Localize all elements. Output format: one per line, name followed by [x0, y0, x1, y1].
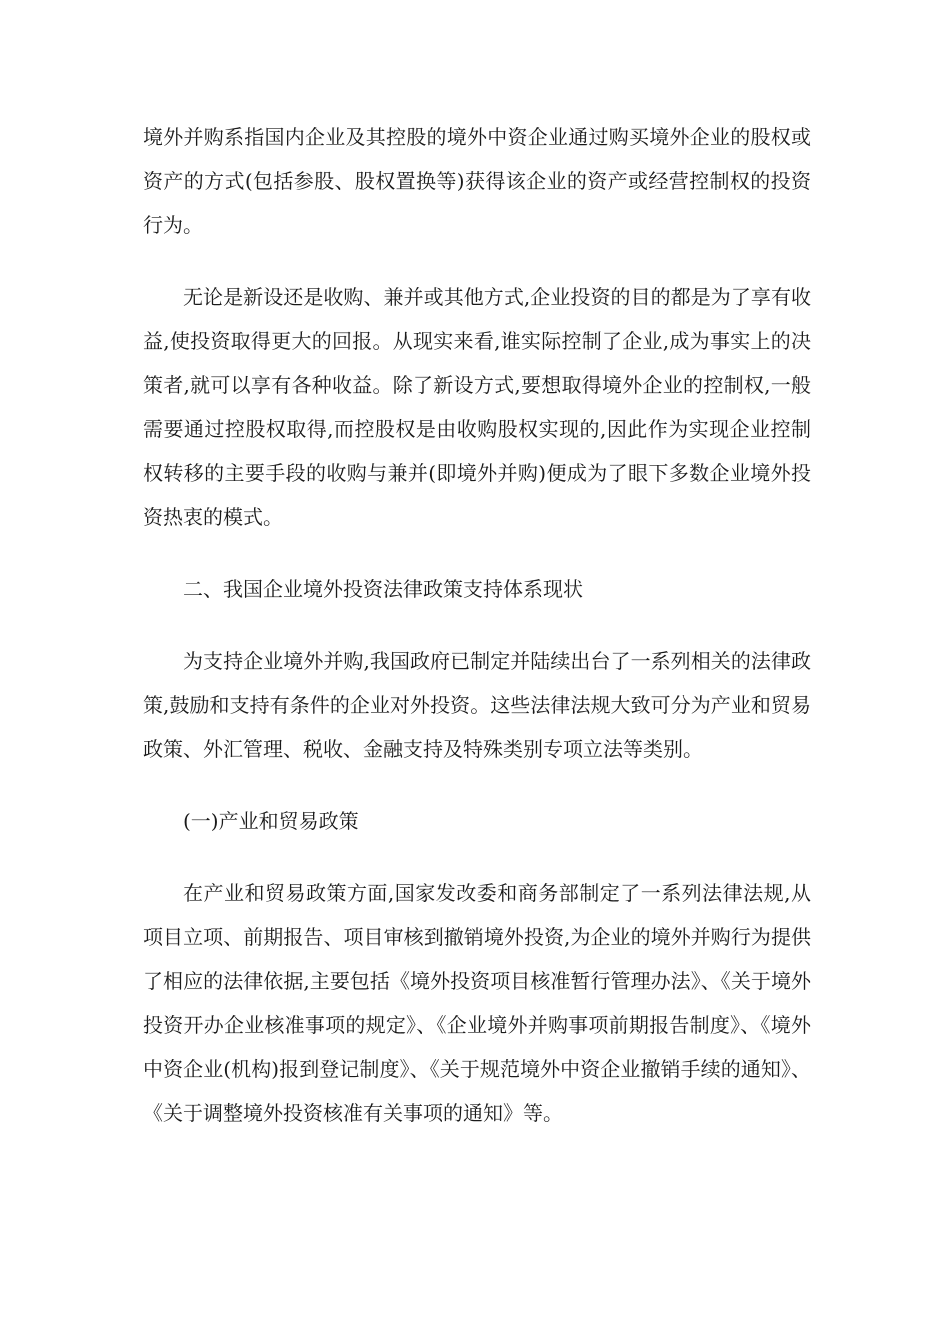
paragraph-industry-trade-policy: 在产业和贸易政策方面,国家发改委和商务部制定了一系列法律法规,从项目立项、前期报告、项目审核到撤销境外投资,为企业的境外并购行为提供了相应的法律依据,主要包括《境外投资项目核准暂行管理办法》、《关于境外投资开办企业核准事项的规定》、《企业境外并购事项前期报告制度》、《境外中资企业(机构)报到登记制度》、《关于规范境外中资企业撤销手续的通知》、《关于调整境外投资核准有关事项的通知》等。: [143, 881, 811, 1125]
paragraph-investment-purpose: 无论是新设还是收购、兼并或其他方式,企业投资的目的都是为了享有收益,使投资取得更大的回报。从现实来看,谁实际控制了企业,成为事实上的决策者,就可以享有各种收益。除了新设方式,要想取得境外企业的控制权,一般需要通过控股权取得,而控股权是由收购股权实现的,因此作为实现企业控制权转移的主要手段的收购与兼并(即境外并购)便成为了眼下多数企业境外投资热衷的模式。: [143, 285, 811, 529]
paragraph-policy-overview: 为支持企业境外并购,我国政府已制定并陆续出台了一系列相关的法律政策,鼓励和支持有条件的企业对外投资。这些法律法规大致可分为产业和贸易政策、外汇管理、税收、金融支持及特殊类别专项立法等类别。: [143, 649, 811, 761]
paragraph-definition: 境外并购系指国内企业及其控股的境外中资企业通过购买境外企业的股权或资产的方式(包括参股、股权置换等)获得该企业的资产或经营控制权的投资行为。: [143, 125, 811, 237]
section-heading-policy-system: 二、我国企业境外投资法律政策支持体系现状: [183, 577, 583, 601]
document-body: [143, 115, 811, 1163]
subsection-heading-industry-trade: (一)产业和贸易政策: [183, 809, 359, 833]
